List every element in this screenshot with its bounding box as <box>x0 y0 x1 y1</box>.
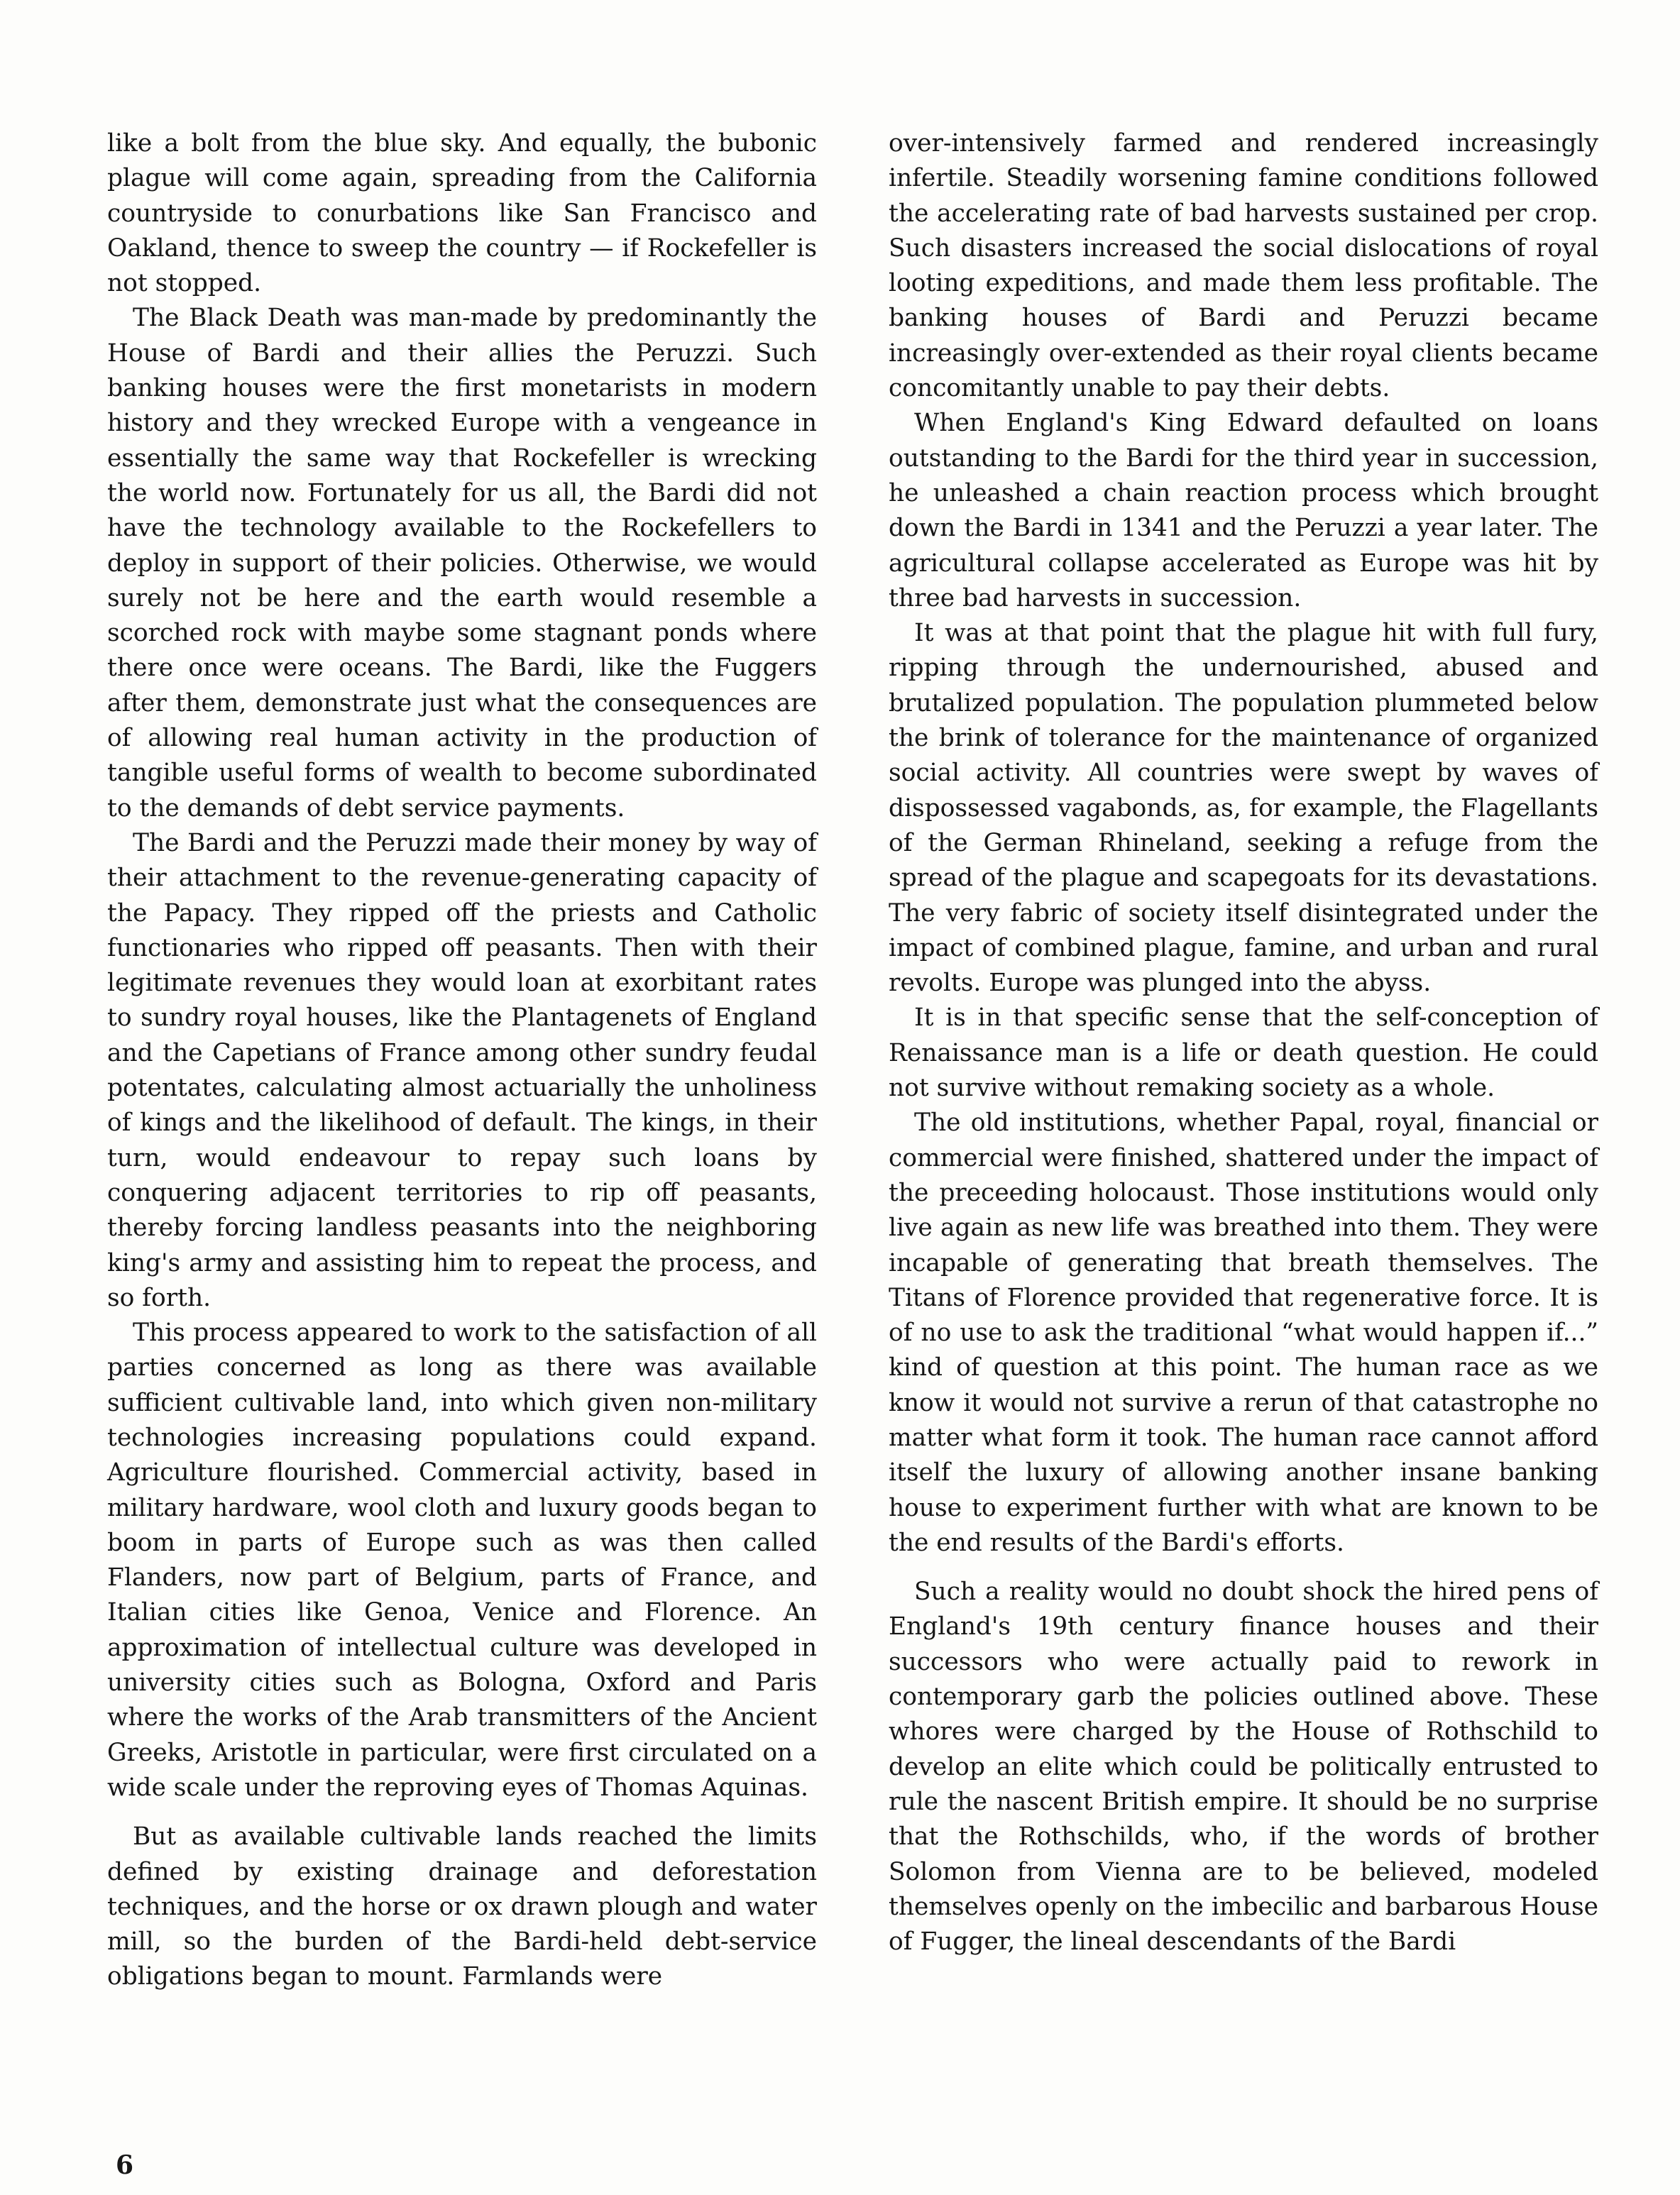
paragraph: It is in that specific sense that the self-conception of Renaissance man is a life or death question. He could not survive without remaking society as a whole. <box>889 1003 1598 1103</box>
left-column <box>107 126 817 1995</box>
right-column <box>889 126 1598 1959</box>
page-number: 6 <box>116 2150 134 2180</box>
paragraph: But as available cultivable lands reached the limits defined by existing drainage and deforestation techniques, and the horse or ox drawn plough and water mill, so the burden of the Bardi-held debt-service obligations began to mount. Farmlands were <box>107 1822 817 1991</box>
paragraph: The old institutions, whether Papal, royal, financial or commercial were finished, shattered under the impact of the preceeding holocaust. Those institutions would only live again as new life was breathed into them. They were incapable of generating that breath themselves. The Titans of Florence provided that regenerative force. It is of no use to ask the traditional “what would happen if...” kind of question at this point. The human race as we know it would not survive a rerun of that catastrophe no matter what form it took. The human race cannot afford itself the luxury of allowing another insane banking house to experiment further with what are known to be the end results of the Bardi's efforts. <box>889 1108 1598 1557</box>
paragraph: like a bolt from the blue sky. And equally, the bubonic plague will come again, spreading from the California countryside to conurbations like San Francisco and Oakland, thence to sweep the country — if Rockefeller is not stopped. <box>107 129 817 298</box>
paragraph: This process appeared to work to the satisfaction of all parties concerned as long as there was available sufficient cultivable land, into which given non-military technologies increasing populations could expand. Agriculture flourished. Commercial activity, based in military hardware, wool cloth and luxury goods began to boom in parts of Europe such as was then called Flanders, now part of Belgium, parts of France, and Italian cities like Genoa, Venice and Florence. An approximation of intellectual culture was developed in university cities such as Bologna, Oxford and Paris where the works of the Arab transmitters of the Ancient Greeks, Aristotle in particular, were first circulated on a wide scale under the reproving eyes of Thomas Aquinas. <box>107 1319 817 1802</box>
paragraph: It was at that point that the plague hit with full fury, ripping through the undernourished, abused and brutalized population. The population plummeted below the brink of tolerance for the maintenance of organized social activity. All countries were swept by waves of dispossessed vagabonds, as, for example, the Flagellants of the German Rhineland, seeking a refuge from the spread of the plague and scapegoats for its devastations. The very fabric of society itself disintegrated under the impact of combined plague, famine, and urban and rural revolts. Europe was plunged into the abyss. <box>889 619 1598 998</box>
paragraph: Such a reality would no doubt shock the hired pens of England's 19th century finance houses and their successors who were actually paid to rework in contemporary garb the policies outlined above. These whores were charged by the House of Rothschild to develop an elite which could be politically entrusted to rule the nascent British empire. It should be no surprise that the Rothschilds, who, if the words of brother Solomon from Vienna are to be believed, modeled themselves openly on the imbecilic and barbarous House of Fugger, the lineal descendants of the Bardi <box>889 1578 1598 1957</box>
paragraph: The Bardi and the Peruzzi made their money by way of their attachment to the revenue-generating capacity of the Papacy. They ripped off the priests and Catholic functionaries who ripped off peasants. Then with their legitimate revenues they would loan at exorbitant rates to sundry royal houses, like the Plantagenets of England and the Capetians of France among other sundry feudal potentates, calculating almost actuarially the unholiness of kings and the likelihood of default. The kings, in their turn, would endeavour to repay such loans by conquering adjacent territories to rip off peasants, thereby forcing landless peasants into the neighboring king's army and assisting him to repeat the process, and so forth. <box>107 828 817 1312</box>
paragraph: over-intensively farmed and rendered increasingly infertile. Steadily worsening famine conditions followed the accelerating rate of bad harvests sustained per crop. Such disasters increased the social dislocations of royal looting expeditions, and made them less profitable. The banking houses of Bardi and Peruzzi became increasingly over-extended as their royal clients became concomitantly unable to pay their debts. <box>889 129 1598 403</box>
paragraph: When England's King Edward defaulted on loans outstanding to the Bardi for the third year in succession, he unleashed a chain reaction process which brought down the Bardi in 1341 and the Peruzzi a year later. The agricultural collapse accelerated as Europe was hit by three bad harvests in succession. <box>889 409 1598 612</box>
paragraph: The Black Death was man-made by predominantly the House of Bardi and their allies the Peruzzi. Such banking houses were the first monetarists in modern history and they wrecked Europe with a vengeance in essentially the same way that Rockefeller is wrecking the world now. Fortunately for us all, the Bardi did not have the technology available to the Rockefellers to deploy in support of their policies. Otherwise, we would surely not be here and the earth would resemble a scorched rock with maybe some stagnant ponds where there once were oceans. The Bardi, like the Fuggers after them, demonstrate just what the consequences are of allowing real human activity in the production of tangible useful forms of wealth to become subordinated to the demands of debt service payments. <box>107 304 817 823</box>
